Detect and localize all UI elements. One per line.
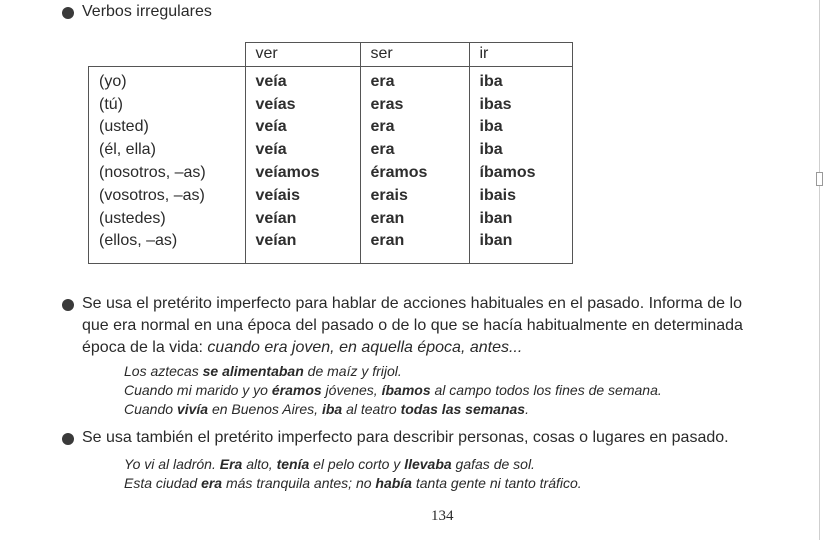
section-1-line-1: Se usa el pretérito imperfecto para hablar de acciones habituales en el pasado. Informa de lo [82,295,742,312]
ex-text: gafas de sol. [451,456,535,472]
conjugation-table [88,42,573,264]
form-cell: ibas [469,94,572,117]
ex-text: . [525,401,529,417]
pronoun-cell: (usted) [89,116,246,139]
ex-text: jóvenes, [321,382,382,398]
pronoun-cell: (yo) [89,66,246,93]
table-header-row [89,43,573,67]
form-cell: iban [469,208,572,231]
ex-text: en Buenos Aires, [208,401,322,417]
example-5 [124,474,582,493]
table-row [89,208,573,231]
table-row [89,116,573,139]
ex-bold: vivía [176,401,209,417]
header-ser: ser [360,43,469,67]
form-cell: veíamos [245,162,360,185]
form-cell: era [360,66,469,93]
ex-bold: Era [219,456,243,472]
table-row [89,94,573,117]
pronoun-cell: (ustedes) [89,208,246,231]
form-cell: eran [360,230,469,263]
line-3-italic: cuando era joven, en aquella época, antes... [207,339,523,356]
bullet-section-1 [62,299,74,311]
table-row [89,139,573,162]
form-cell: iba [469,66,572,93]
table-row [89,162,573,185]
pronoun-cell: (él, ella) [89,139,246,162]
ex-bold: éramos [271,382,322,398]
section-1-text [82,293,817,359]
ex-text: al campo todos los fines de semana. [430,382,662,398]
ex-bold: llevaba [404,456,452,472]
ex-bold: había [375,475,412,491]
example-2 [124,381,662,400]
line-3-plain: época de la vida: [82,339,208,356]
pronoun-cell: (ellos, –as) [89,230,246,263]
ex-bold: tenía [276,456,310,472]
ex-text: tanta gente ni tanto tráfico. [411,475,582,491]
ex-bold: era [201,475,223,491]
form-cell: veían [245,208,360,231]
form-cell: era [360,139,469,162]
section-1-line-3 [82,337,817,359]
header-ir: ir [469,43,572,67]
ex-text: Esta ciudad [124,475,202,491]
form-cell: íbamos [469,162,572,185]
bullet-heading [62,7,74,19]
form-cell: veía [245,66,360,93]
form-cell: veías [245,94,360,117]
section-1-examples [124,362,662,419]
ex-text: Cuando mi marido y yo [124,382,272,398]
ex-text: el pelo corto y [309,456,405,472]
ex-text: Yo vi al ladrón. [124,456,220,472]
ex-bold: se alimentaban [202,363,304,379]
form-cell: veía [245,116,360,139]
section-2-examples [124,455,582,493]
ex-text: Cuando [124,401,177,417]
section-heading: Verbos irregulares [82,3,212,20]
form-cell: iba [469,139,572,162]
header-ver: ver [245,43,360,67]
bullet-section-2 [62,433,74,445]
example-4 [124,455,582,474]
pronoun-cell: (nosotros, –as) [89,162,246,185]
page-edge [819,0,820,540]
header-blank [89,43,246,67]
ex-bold: iba [321,401,343,417]
form-cell: erais [360,185,469,208]
table-row [89,185,573,208]
table-row [89,66,573,93]
example-1 [124,362,662,381]
example-3 [124,400,662,419]
form-cell: era [360,116,469,139]
pronoun-cell: (vosotros, –as) [89,185,246,208]
ex-text: de maíz y frijol. [303,363,402,379]
table-row [89,230,573,263]
form-cell: eras [360,94,469,117]
form-cell: eran [360,208,469,231]
form-cell: veían [245,230,360,263]
form-cell: ibais [469,185,572,208]
section-2-text: Se usa también el pretérito imperfecto para describir personas, cosas o lugares en pasado. [82,429,729,446]
ex-text: más tranquila antes; no [222,475,376,491]
form-cell: veíais [245,185,360,208]
pronoun-cell: (tú) [89,94,246,117]
ex-bold: todas las semanas [400,401,526,417]
section-1-line-2: que era normal en una época del pasado o de lo que se hacía habitualmente en determinada [82,317,743,334]
form-cell: éramos [360,162,469,185]
form-cell: iban [469,230,572,263]
ex-bold: íbamos [381,382,431,398]
ex-text: al teatro [342,401,401,417]
ex-text: Los aztecas [124,363,203,379]
ex-text: alto, [242,456,277,472]
form-cell: veía [245,139,360,162]
page-number: 134 [431,508,454,524]
edge-marker [816,172,823,186]
form-cell: iba [469,116,572,139]
